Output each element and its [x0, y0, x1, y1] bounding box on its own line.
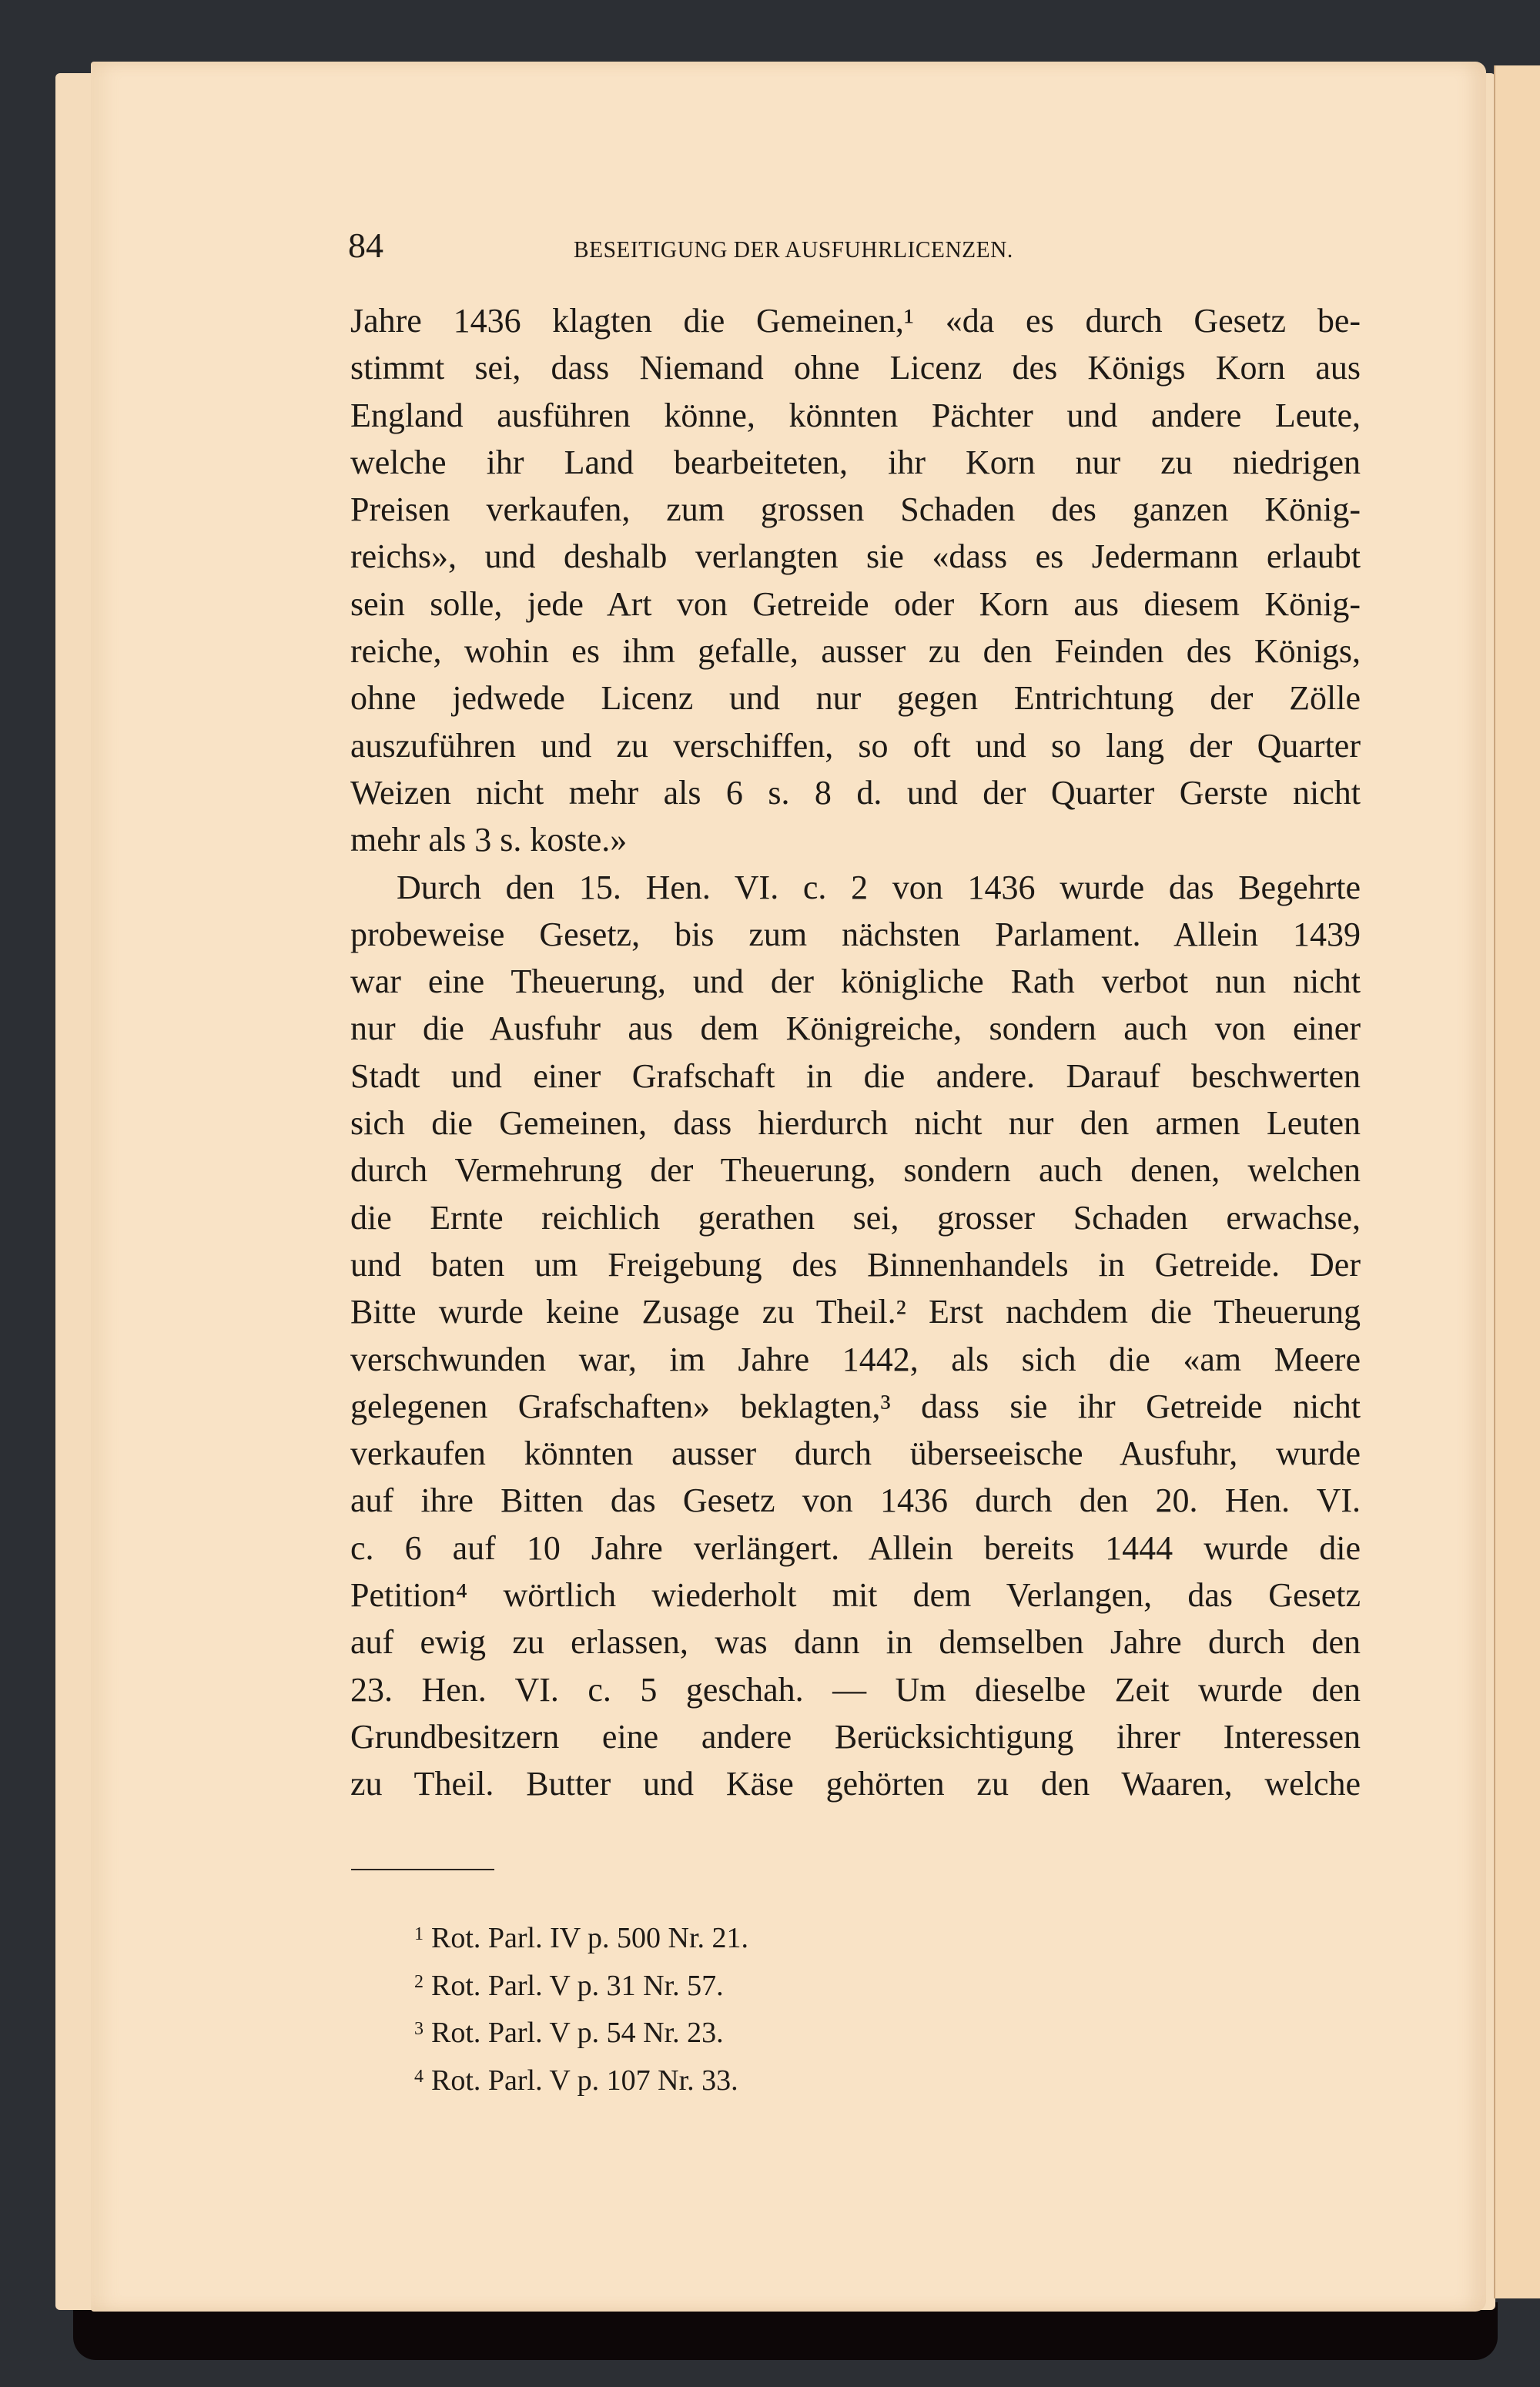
text-line: Jahre 1436 klagten die Gemeinen,¹ «da es durch Gesetz be- — [350, 302, 1361, 340]
text-line: ohne jedwede Licenz und nur gegen Entrichtung der Zölle — [350, 679, 1361, 718]
text-line: Durch den 15. Hen. VI. c. 2 von 1436 wurde das Begehrte — [397, 868, 1361, 906]
page-number: 84 — [348, 226, 383, 265]
footnote-rule — [351, 1869, 494, 1870]
text-line: und baten um Freigebung des Binnenhandels in Getreide. Der — [350, 1245, 1361, 1284]
footnote-mark: 4 — [414, 2066, 424, 2087]
text-line: gelegenen Grafschaften» beklagten,³ dass sie ihr Getreide nicht — [350, 1387, 1361, 1425]
text-line: sein solle, jede Art von Getreide oder Korn aus diesem König- — [350, 584, 1361, 623]
text-line: Preisen verkaufen, zum grossen Schaden des ganzen König- — [350, 490, 1361, 529]
text-line: auf ewig zu erlassen, was dann in demselben Jahre durch den — [350, 1623, 1361, 1662]
text-line: reichs», und deshalb verlangten sie «dass es Jedermann erlaubt — [350, 537, 1361, 576]
text-line: war eine Theuerung, und der königliche Rath verbot nun nicht — [350, 962, 1361, 1001]
text-line: auszuführen und zu verschiffen, so oft und so lang der Quarter — [350, 726, 1361, 765]
footnote-text: Rot. Parl. V p. 107 Nr. 33. — [431, 2064, 738, 2097]
running-head: BESEITIGUNG DER AUSFUHRLICENZEN. — [574, 236, 1013, 263]
text-line: England ausführen könne, könnten Pächter und andere Leute, — [350, 396, 1361, 434]
footnote — [414, 2055, 748, 2103]
footnotes — [414, 1913, 748, 2102]
text-line: mehr als 3 s. koste.» — [350, 821, 628, 859]
text-line: durch Vermehrung der Theuerung, sondern auch denen, welchen — [350, 1151, 1361, 1190]
footnote-mark: 3 — [414, 2019, 424, 2039]
footnote — [414, 1960, 748, 2008]
text-line: 23. Hen. VI. c. 5 geschah. — Um dieselbe Zeit wurde den — [350, 1670, 1361, 1709]
footnote-mark: 2 — [414, 1971, 424, 1992]
text-line: Bitte wurde keine Zusage zu Theil.² Erst nachdem die Theuerung — [350, 1293, 1361, 1331]
footnote-mark: 1 — [414, 1924, 424, 1944]
text-line: c. 6 auf 10 Jahre verlängert. Allein bereits 1444 wurde die — [350, 1528, 1361, 1567]
text-line: probeweise Gesetz, bis zum nächsten Parlament. Allein 1439 — [350, 915, 1361, 953]
text-line: welche ihr Land bearbeiteten, ihr Korn nur zu niedrigen — [350, 443, 1361, 481]
text-line: auf ihre Bitten das Gesetz von 1436 durch den 20. Hen. VI. — [350, 1481, 1361, 1520]
footnote-text: Rot. Parl. IV p. 500 Nr. 21. — [431, 1922, 749, 1954]
text-line: stimmt sei, dass Niemand ohne Licenz des Königs Korn aus — [350, 349, 1361, 387]
text-line: die Ernte reichlich gerathen sei, grosser Schaden erwachse, — [350, 1198, 1361, 1237]
text-line: Weizen nicht mehr als 6 s. 8 d. und der Quarter Gerste nicht — [350, 773, 1361, 812]
footnote — [414, 2007, 748, 2055]
text-line: sich die Gemeinen, dass hierdurch nicht nur den armen Leuten — [350, 1104, 1361, 1143]
text-line: verschwunden war, im Jahre 1442, als sich die «am Meere — [350, 1340, 1361, 1378]
text-line: Stadt und einer Grafschaft in die andere. Darauf beschwerten — [350, 1056, 1361, 1095]
text-line: verkaufen könnten ausser durch überseeische Ausfuhr, wurde — [350, 1435, 1361, 1473]
text-line: Grundbesitzern eine andere Berücksichtigung ihrer Interessen — [350, 1717, 1361, 1756]
footnote — [414, 1913, 748, 1960]
text-line: Petition⁴ wörtlich wiederholt mit dem Verlangen, das Gesetz — [350, 1576, 1361, 1615]
footnote-text: Rot. Parl. V p. 31 Nr. 57. — [431, 1969, 724, 2002]
text-line: reiche, wohin es ihm gefalle, ausser zu den Feinden des Königs, — [350, 632, 1361, 671]
facing-page-edge — [1494, 65, 1540, 2298]
footnote-text: Rot. Parl. V p. 54 Nr. 23. — [431, 2017, 724, 2049]
body-text — [350, 297, 1361, 1808]
text-line: zu Theil. Butter und Käse gehörten zu den Waaren, welche — [350, 1765, 1361, 1803]
text-line: nur die Ausfuhr aus dem Königreiche, sondern auch von einer — [350, 1009, 1361, 1048]
